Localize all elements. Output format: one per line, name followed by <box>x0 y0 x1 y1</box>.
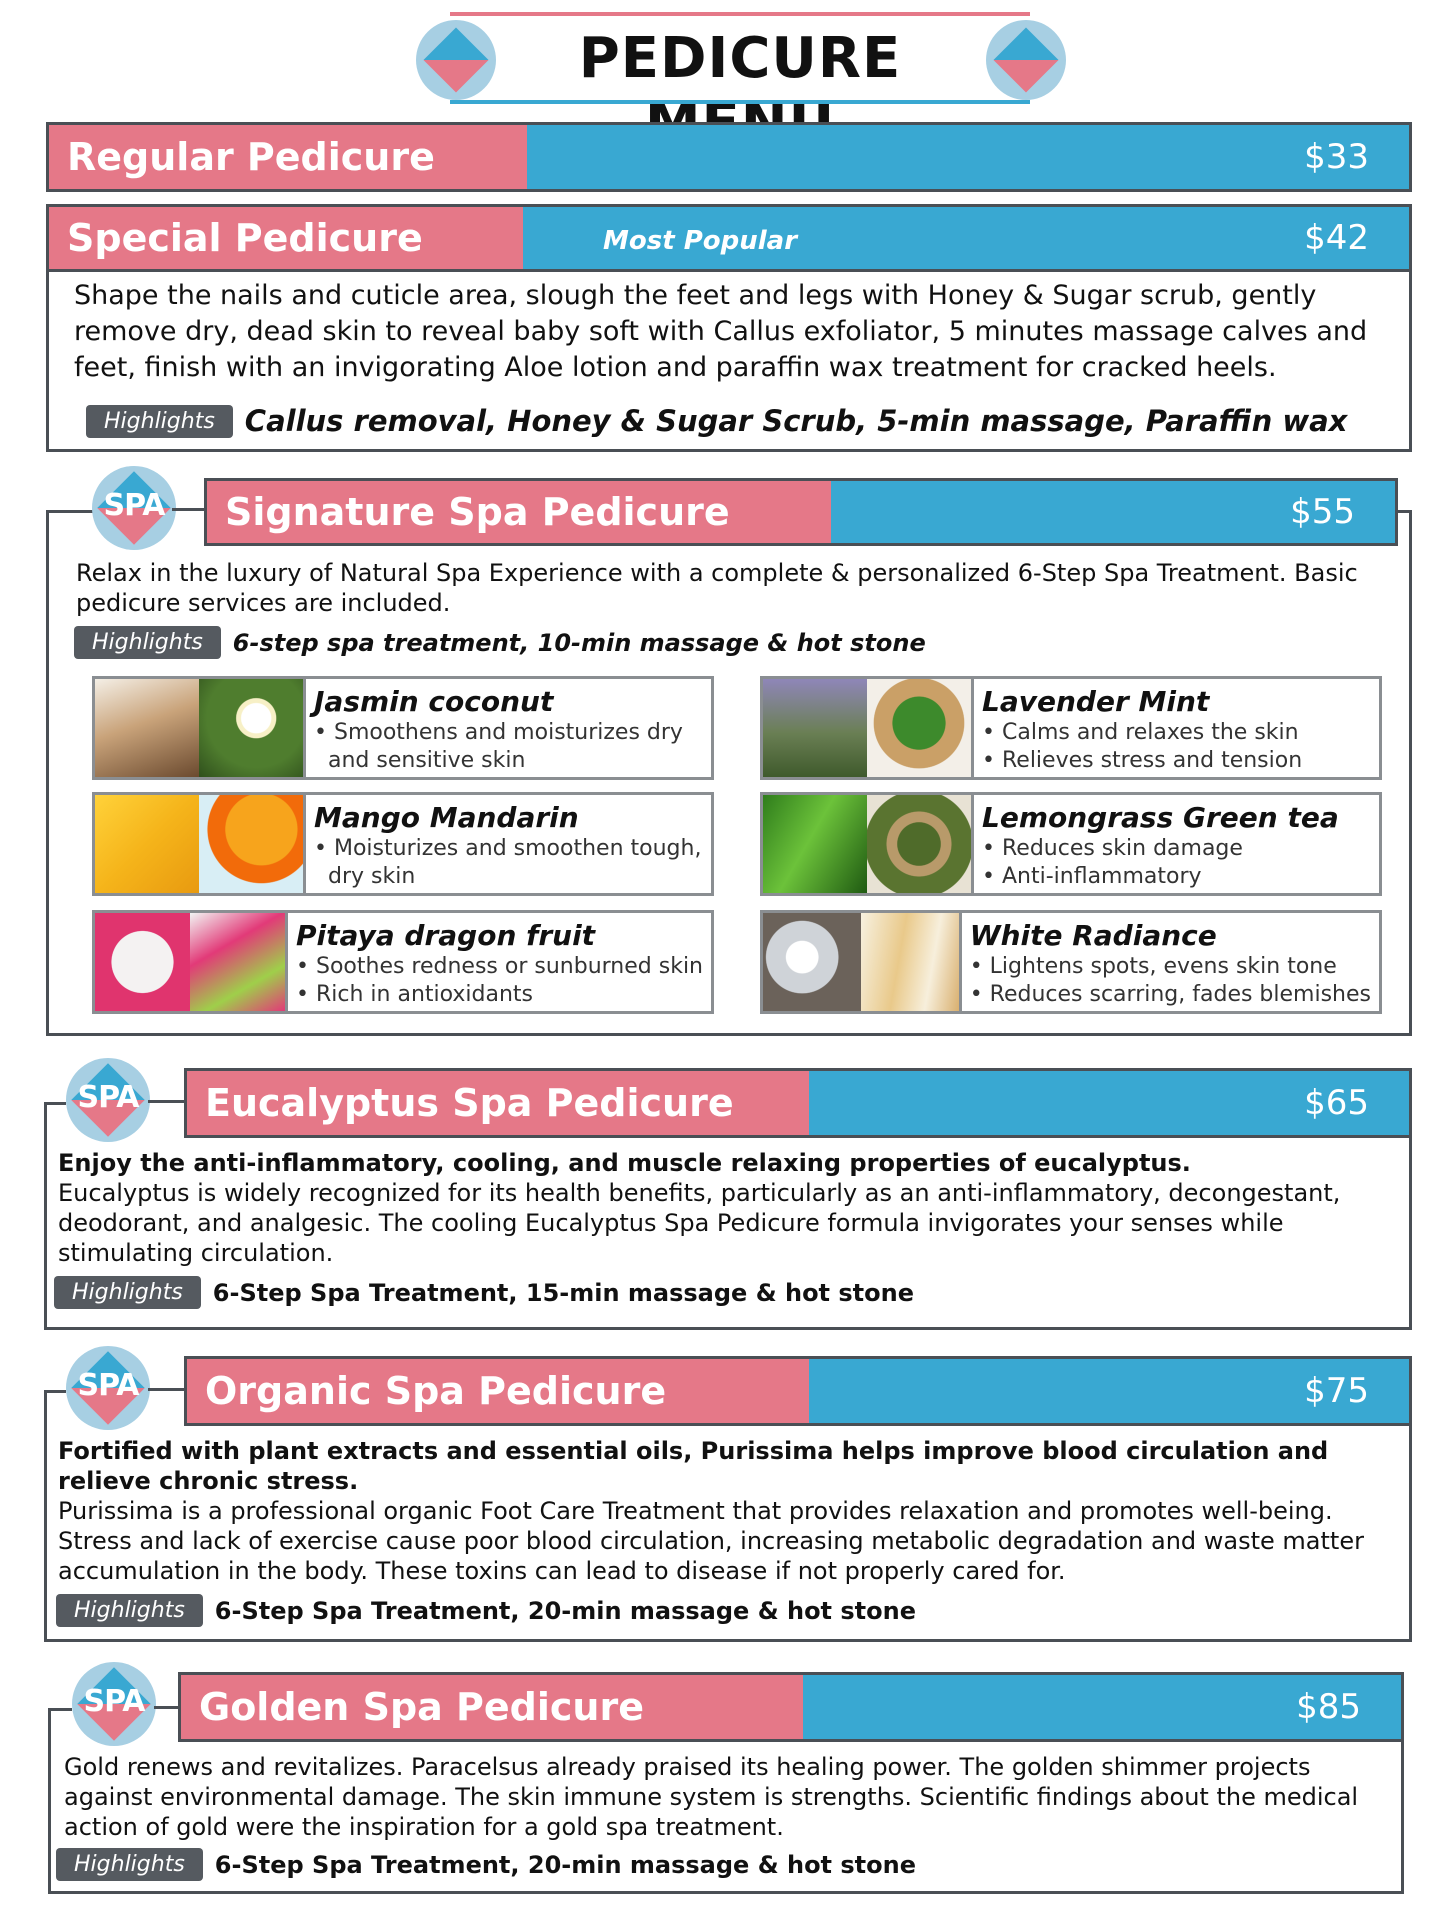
option-bullet <box>314 747 683 775</box>
highlights-badge: Highlights <box>74 626 221 659</box>
option-bullet-text: Anti-inflammatory <box>1001 864 1202 889</box>
signature-highlights-text: 6-step spa treatment, 10-min massage & hot stone <box>232 628 926 657</box>
option-name: Lemongrass Green tea <box>982 801 1339 834</box>
golden-highlights-row <box>56 1848 916 1881</box>
eucalyptus-lead: Enjoy the anti-inflammatory, cooling, and muscle relaxing properties of eucalyptus. <box>58 1149 1191 1177</box>
option-image <box>95 795 306 893</box>
eucalyptus-box-top-left <box>44 1102 66 1105</box>
spa-badge-label: SPA <box>77 1080 139 1115</box>
regular-pedicure-price: $33 <box>1304 137 1369 177</box>
option-bullet-text: and sensitive skin <box>328 748 526 773</box>
eucalyptus-highlights-text: 6-Step Spa Treatment, 15-min massage & hot stone <box>212 1278 914 1307</box>
option-lemongrass-green-tea <box>760 792 1382 896</box>
option-bullet: • Anti-inflammatory <box>982 864 1202 889</box>
spa-badge-label: SPA <box>103 488 165 523</box>
option-lavender-mint <box>760 676 1382 780</box>
signature-highlights-row <box>74 626 926 659</box>
eucalyptus-connector <box>148 1100 186 1103</box>
highlights-badge: Highlights <box>86 405 233 438</box>
signature-spa-description: Relax in the luxury of Natural Spa Experience with a complete & personalized 6-Step Spa Treatment. Basic pedicure services are included. <box>76 559 1358 617</box>
option-white-radiance <box>760 910 1382 1014</box>
highlights-badge: Highlights <box>56 1594 203 1627</box>
special-highlights-text: Callus removal, Honey & Sugar Scrub, 5-min massage, Paraffin wax <box>244 404 1348 438</box>
organic-highlights-text: 6-Step Spa Treatment, 20-min massage & hot stone <box>214 1596 916 1625</box>
option-mango-mandarin <box>92 792 714 896</box>
option-image <box>763 913 962 1011</box>
option-image <box>763 795 974 893</box>
special-pedicure-price: $42 <box>1304 218 1369 258</box>
option-name: Mango Mandarin <box>314 801 579 834</box>
option-image <box>763 679 974 777</box>
special-pedicure-header <box>46 204 1412 272</box>
organic-spa-badge-icon <box>66 1346 150 1430</box>
option-name: Lavender Mint <box>982 685 1210 718</box>
eucalyptus-spa-badge-icon <box>66 1058 150 1142</box>
organic-lead: Fortified with plant extracts and essential oils, Purissima helps improve blood circulation and relieve chronic stress. <box>58 1437 1329 1495</box>
option-bullet: • Reduces skin damage <box>982 836 1243 861</box>
option-bullet: • Relieves stress and tension <box>982 748 1303 773</box>
organic-body: Purissima is a professional organic Foot Care Treatment that provides relaxation and promotes well-being. Stress and lack of exercise cause poor blood circulation, increasing metabolic degradation and waste matter accumulation in the body. These toxins can lead to disease if not properly cared for. <box>58 1497 1364 1585</box>
signature-spa-name: Signature Spa Pedicure <box>207 481 831 543</box>
option-name: Jasmin coconut <box>314 685 554 718</box>
organic-box-top-left <box>44 1390 66 1393</box>
title-left-diamond-icon <box>416 20 496 100</box>
option-image <box>95 913 288 1011</box>
option-bullet-text: Calms and relaxes the skin <box>1001 720 1299 745</box>
golden-spa-price: $85 <box>1296 1687 1361 1727</box>
signature-connector <box>172 508 206 511</box>
regular-pedicure-header <box>46 122 1412 192</box>
option-bullet: • Smoothens and moisturizes dry <box>314 720 683 745</box>
signature-spa-header <box>204 478 1398 546</box>
title-top-rule <box>450 12 1030 16</box>
option-bullet: • Reduces scarring, fades blemishes <box>969 982 1371 1007</box>
option-bullet-text: dry skin <box>328 864 416 889</box>
signature-spa-price: $55 <box>1290 492 1355 532</box>
organic-spa-header <box>184 1356 1412 1426</box>
option-jasmin-coconut <box>92 676 714 780</box>
option-pitaya-dragon-fruit <box>92 910 714 1014</box>
eucalyptus-spa-description <box>58 1148 1398 1268</box>
special-highlights-row <box>86 404 1347 438</box>
highlights-badge: Highlights <box>56 1848 203 1881</box>
option-bullet-text: Relieves stress and tension <box>1001 748 1303 773</box>
golden-highlights-text: 6-Step Spa Treatment, 20-min massage & hot stone <box>214 1850 916 1879</box>
golden-box-top-left <box>48 1708 72 1711</box>
most-popular-tag: Most Popular <box>603 226 798 256</box>
option-bullet-text: Reduces scarring, fades blemishes <box>989 982 1371 1007</box>
title-right-diamond-icon <box>986 20 1066 100</box>
signature-box-top-right <box>1396 510 1412 513</box>
option-bullet-text: Moisturizes and smoothen tough, <box>333 836 702 861</box>
option-bullet: • Soothes redness or sunburned skin <box>296 954 703 979</box>
option-bullet: • Calms and relaxes the skin <box>982 720 1299 745</box>
highlights-badge: Highlights <box>54 1276 201 1309</box>
golden-connector <box>154 1706 180 1709</box>
spa-badge-label: SPA <box>77 1368 139 1403</box>
regular-pedicure-name: Regular Pedicure <box>49 125 527 189</box>
golden-spa-badge-icon <box>72 1662 156 1746</box>
organic-spa-name: Organic Spa Pedicure <box>187 1359 809 1423</box>
page-title: PEDICURE <box>578 26 902 91</box>
eucalyptus-spa-price: $65 <box>1304 1083 1369 1123</box>
special-pedicure-name: Special Pedicure <box>49 207 523 269</box>
option-bullet: • Lightens spots, evens skin tone <box>969 954 1337 979</box>
golden-spa-description: Gold renews and revitalizes. Paracelsus already praised its healing power. The golden shimmer projects against environmental damage. The skin immune system is strengths. Scientific findings about the medical action of gold were the inspiration for a gold spa treatment. <box>64 1753 1359 1841</box>
special-pedicure-description: Shape the nails and cuticle area, slough the feet and legs with Honey & Sugar scrub, gently remove dry, dead skin to reveal baby soft with Callus exfoliator, 5 minutes massage calves and feet, finish with an invigorating Aloe lotion and paraffin wax treatment for cracked heels. <box>74 280 1368 383</box>
option-name: White Radiance <box>969 919 1217 952</box>
title-bottom-rule <box>450 100 1030 104</box>
option-bullet-text: Lightens spots, evens skin tone <box>989 954 1337 979</box>
option-bullet-text: Soothes redness or sunburned skin <box>315 954 703 979</box>
option-bullet: • Rich in antioxidants <box>296 982 534 1007</box>
organic-spa-price: $75 <box>1304 1371 1369 1411</box>
option-name: Pitaya dragon fruit <box>296 919 596 952</box>
option-bullet <box>314 863 701 891</box>
eucalyptus-spa-name: Eucalyptus Spa Pedicure <box>187 1071 809 1135</box>
eucalyptus-body: Eucalyptus is widely recognized for its health benefits, particularly as an anti-inflammatory, decongestant, deodorant, and analgesic. The cooling Eucalyptus Spa Pedicure formula invigorates your senses while stimulating circulation. <box>58 1179 1341 1267</box>
option-bullet: • Moisturizes and smoothen tough, <box>314 836 702 861</box>
organic-connector <box>148 1388 186 1391</box>
option-image <box>95 679 306 777</box>
option-bullet-text: Rich in antioxidants <box>315 982 534 1007</box>
option-bullet-text: Smoothens and moisturizes dry <box>333 720 683 745</box>
spa-badge-label: SPA <box>83 1684 145 1719</box>
signature-box-top-left <box>46 510 96 513</box>
organic-highlights-row <box>56 1594 916 1627</box>
signature-spa-badge-icon <box>92 466 176 550</box>
eucalyptus-highlights-row <box>54 1276 914 1309</box>
option-bullet-text: Reduces skin damage <box>1001 836 1243 861</box>
golden-spa-header <box>178 1672 1404 1742</box>
organic-spa-description <box>58 1436 1398 1586</box>
golden-spa-name: Golden Spa Pedicure <box>181 1675 803 1739</box>
eucalyptus-spa-header <box>184 1068 1412 1138</box>
